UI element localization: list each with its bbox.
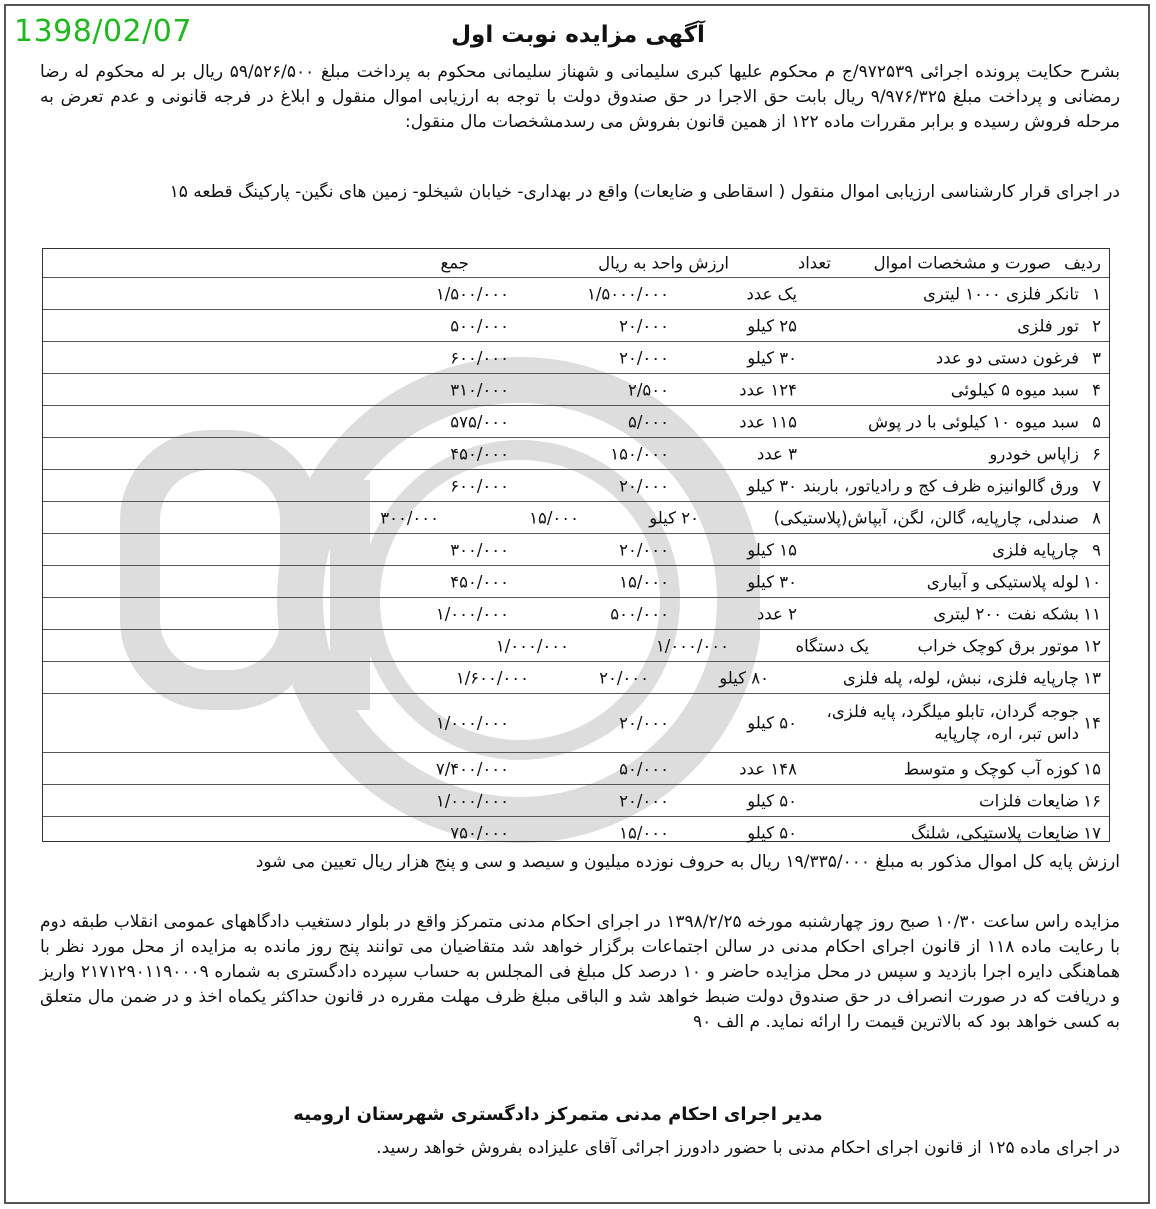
row-qty: ۵۰ کیلو	[747, 713, 797, 733]
row-total: ۳۰۰/۰۰۰	[380, 508, 439, 527]
row-unit: ۲/۵۰۰	[627, 380, 669, 399]
row-qty: ۱۲۴ عدد	[739, 380, 797, 399]
row-total: ۱/۵۰۰/۰۰۰	[435, 284, 509, 303]
table-row	[43, 310, 1109, 342]
row-num: ۹	[1092, 540, 1101, 559]
header-qty: تعداد	[797, 253, 831, 273]
row-qty: ۱۵ کیلو	[747, 540, 797, 559]
table-row	[43, 566, 1109, 598]
row-desc: سبد میوه ۱۰ کیلوئی با در پوش	[867, 412, 1079, 431]
row-num: ۱۲	[1083, 636, 1101, 655]
row-num: ۱۶	[1083, 791, 1101, 810]
row-qty: ۱۱۵ عدد	[739, 412, 797, 431]
row-unit: ۲۰/۰۰۰	[619, 348, 669, 367]
row-num: ۱۵	[1083, 759, 1101, 778]
row-desc: چارپایه فلزی، نبش، لوله، پله فلزی	[842, 668, 1079, 687]
table-row	[43, 817, 1109, 848]
table-row	[43, 406, 1109, 438]
table-row	[43, 694, 1109, 753]
row-total: ۳۰۰/۰۰۰	[450, 540, 509, 559]
row-num: ۲	[1092, 316, 1101, 335]
row-num: ۱۰	[1083, 572, 1101, 591]
row-desc: صندلی، چارپایه، گالن، لگن، آبپاش(پلاستیکی)	[773, 508, 1079, 527]
row-total: ۴۵۰/۰۰۰	[450, 572, 509, 591]
row-total: ۱/۰۰۰/۰۰۰	[435, 604, 509, 623]
table-row	[43, 662, 1109, 694]
row-num: ۸	[1092, 508, 1101, 527]
row-total: ۱/۰۰۰/۰۰۰	[495, 636, 569, 655]
row-qty: ۳۰ کیلو	[747, 572, 797, 591]
row-qty: ۸۰ کیلو	[719, 668, 769, 687]
row-unit: ۵/۰۰۰	[627, 412, 669, 431]
table-row	[43, 438, 1109, 470]
row-qty: ۱۴۸ عدد	[739, 759, 797, 778]
row-total: ۵۰۰/۰۰۰	[450, 316, 509, 335]
row-desc: ضایعات پلاستیکی، شلنگ	[910, 823, 1079, 842]
header-num: ردیف	[1064, 253, 1101, 273]
row-unit: ۱/۰۰۰/۰۰۰	[655, 636, 729, 655]
header-unit: ارزش واحد به ریال	[598, 253, 729, 273]
row-qty: ۳۰ کیلو	[747, 476, 797, 495]
table-row	[43, 470, 1109, 502]
row-unit: ۲۰/۰۰۰	[619, 316, 669, 335]
row-total: ۶۰۰/۰۰۰	[450, 476, 509, 495]
row-qty: یک عدد	[746, 284, 797, 303]
assets-table	[42, 248, 1110, 842]
date-stamp: 1398/02/07	[14, 14, 192, 49]
location-paragraph: در اجرای قرار کارشناسی ارزیابی اموال منقول ( اسقاطی و ضایعات) واقع در بهداری- خیابان شیخلو- زمین های نگین- پارکینگ قطعه ۱۵	[169, 182, 1120, 202]
row-desc: سبد میوه ۵ کیلوئی	[950, 380, 1079, 399]
row-unit: ۱۵/۰۰۰	[619, 823, 669, 842]
row-unit: ۱/۵۰۰۰/۰۰۰	[586, 284, 669, 303]
row-unit: ۱۵/۰۰۰	[529, 508, 579, 527]
footer-paragraph: در اجرای ماده ۱۲۵ از قانون اجرای احکام مدنی با حضور دادورز اجرائی آقای علیزاده بفروش خواهد رسید.	[376, 1138, 1120, 1158]
table-header-row	[43, 249, 1109, 278]
row-unit: ۵۰۰/۰۰۰	[610, 604, 669, 623]
row-total: ۱/۶۰۰/۰۰۰	[455, 668, 529, 687]
row-desc: زاپاس خودرو	[989, 444, 1079, 463]
row-unit: ۲۰/۰۰۰	[619, 476, 669, 495]
row-qty: ۵۰ کیلو	[747, 823, 797, 842]
row-desc: ورق گالوانیزه ظرف کج و رادیاتور، باربند	[802, 476, 1079, 495]
row-qty: ۲۰ کیلو	[649, 508, 699, 527]
table-row	[43, 753, 1109, 785]
row-total: ۱/۰۰۰/۰۰۰	[435, 713, 509, 733]
row-unit: ۱۵۰/۰۰۰	[610, 444, 669, 463]
auction-details-paragraph: مزایده راس ساعت ۱۰/۳۰ صبح روز چهارشنبه مورخه ۱۳۹۸/۲/۲۵ در اجرای احکام مدنی متمرکز واقع در بلوار دستغیب دادگاههای عمومی انقلاب طبقه دوم با رعایت ماده ۱۱۸ از قانون اجرای احکام مدنی در سالن اجتماعات برگزار خواهد شد متقاضیان می توانند پنج روز مانده به مزایده از محل مورد نظر با هماهنگی دایره اجرا بازدید و سپس در محل مزایده حاضر و ۱۰ درصد کل مبلغ فی المجلس به حساب سپرده دادگستری به شماره ۲۱۷۱۲۹۰۱۱۹۰۰۰۹ واریز و دریافت که در صورت انصراف در حق صندوق دولت ضبط خواهد شد و الباقی مبلغ ظرف مهلت مقرره در قانون حداکثر یکماه اخذ و در ضمن مال متعلق به کسی خواهد بود که بالاترین قیمت را ارائه نماید. م الف ۹۰	[40, 912, 1120, 1032]
row-desc: فرغون دستی دو عدد	[935, 348, 1079, 367]
row-total: ۷/۴۰۰/۰۰۰	[435, 759, 509, 778]
row-qty: یک دستگاه	[795, 636, 869, 655]
table-row	[43, 374, 1109, 406]
row-desc: تور فلزی	[1017, 316, 1079, 335]
table-row	[43, 785, 1109, 817]
row-unit: ۵۰/۰۰۰	[619, 759, 669, 778]
row-num: ۳	[1092, 348, 1101, 367]
row-total: ۶۰۰/۰۰۰	[450, 348, 509, 367]
table-row	[43, 278, 1109, 310]
row-unit: ۱۵/۰۰۰	[619, 572, 669, 591]
table-row	[43, 502, 1109, 534]
row-total: ۵۷۵/۰۰۰	[450, 412, 509, 431]
base-value-paragraph: ارزش پایه کل اموال مذکور به مبلغ ۱۹/۳۳۵/۰۰۰ ریال به حروف نوزده میلیون و سیصد و سی و پنج هزار ریال تعیین می شود	[255, 852, 1120, 872]
row-unit: ۲۰/۰۰۰	[619, 791, 669, 810]
row-desc: لوله پلاستیکی و آبیاری	[926, 572, 1079, 591]
row-total: ۱/۰۰۰/۰۰۰	[435, 791, 509, 810]
row-total: ۳۱۰/۰۰۰	[450, 380, 509, 399]
row-num: ۱۴	[1083, 713, 1101, 733]
row-qty: ۲ عدد	[757, 604, 797, 623]
intro-paragraph: بشرح حکایت پرونده اجرائی ۹۷۲۵۳۹/ج م محکوم علیها کبری سلیمانی و شهناز سلیمانی محکوم به پرداخت مبلغ ۵۹/۵۲۶/۵۰۰ ریال بر له محکوم له رضا رمضانی و پرداخت مبلغ ۹/۹۷۶/۳۲۵ ریال بابت حق الاجرا در حق صندوق دولت با توجه به ارزیابی اموال منقول و ابلاغ در فرجه قانونی و عدم تعرض به مرحله فروش رسیده و برابر مقررات ماده ۱۲۲ از همین قانون بفروش می رسدمشخصات مال منقول:	[40, 62, 1120, 132]
row-qty: ۵۰ کیلو	[747, 791, 797, 810]
row-num: ۱	[1092, 284, 1101, 303]
row-desc: کوزه آب کوچک و متوسط	[903, 759, 1079, 778]
table-row	[43, 342, 1109, 374]
row-num: ۶	[1092, 444, 1101, 463]
row-desc: جوجه گردان، تابلو میلگرد، پایه فلزی، داس تبر، اره، چارپایه	[826, 702, 1079, 743]
row-unit: ۲۰/۰۰۰	[599, 668, 649, 687]
row-num: ۷	[1092, 476, 1101, 495]
row-num: ۱۳	[1083, 668, 1101, 687]
header-desc: صورت و مشخصات اموال	[873, 253, 1051, 273]
table-row	[43, 534, 1109, 566]
row-desc: چارپایه فلزی	[992, 540, 1079, 559]
row-num: ۱۱	[1083, 604, 1101, 623]
row-unit: ۲۰/۰۰۰	[619, 540, 669, 559]
row-qty: ۳۰ کیلو	[747, 348, 797, 367]
row-total: ۷۵۰/۰۰۰	[450, 823, 509, 842]
row-desc: بشکه نفت ۲۰۰ لیتری	[933, 604, 1079, 623]
row-unit: ۲۰/۰۰۰	[619, 713, 669, 733]
header-total: جمع	[440, 253, 469, 273]
row-num: ۱۷	[1083, 823, 1101, 842]
row-total: ۴۵۰/۰۰۰	[450, 444, 509, 463]
row-desc: تانکر فلزی ۱۰۰۰ لیتری	[923, 284, 1079, 303]
signature-line: مدیر اجرای احکام مدنی متمرکز دادگستری شهرستان ارومیه	[293, 1104, 823, 1125]
table-row	[43, 630, 1109, 662]
row-qty: ۲۵ کیلو	[747, 316, 797, 335]
row-qty: ۳ عدد	[757, 444, 797, 463]
row-desc: ضایعات فلزات	[979, 791, 1079, 810]
notice-title: آگهی مزایده نوبت اول	[451, 22, 705, 48]
row-desc: موتور برق کوچک خراب	[917, 636, 1079, 655]
row-num: ۴	[1092, 380, 1101, 399]
table-row	[43, 598, 1109, 630]
row-num: ۵	[1092, 412, 1101, 431]
